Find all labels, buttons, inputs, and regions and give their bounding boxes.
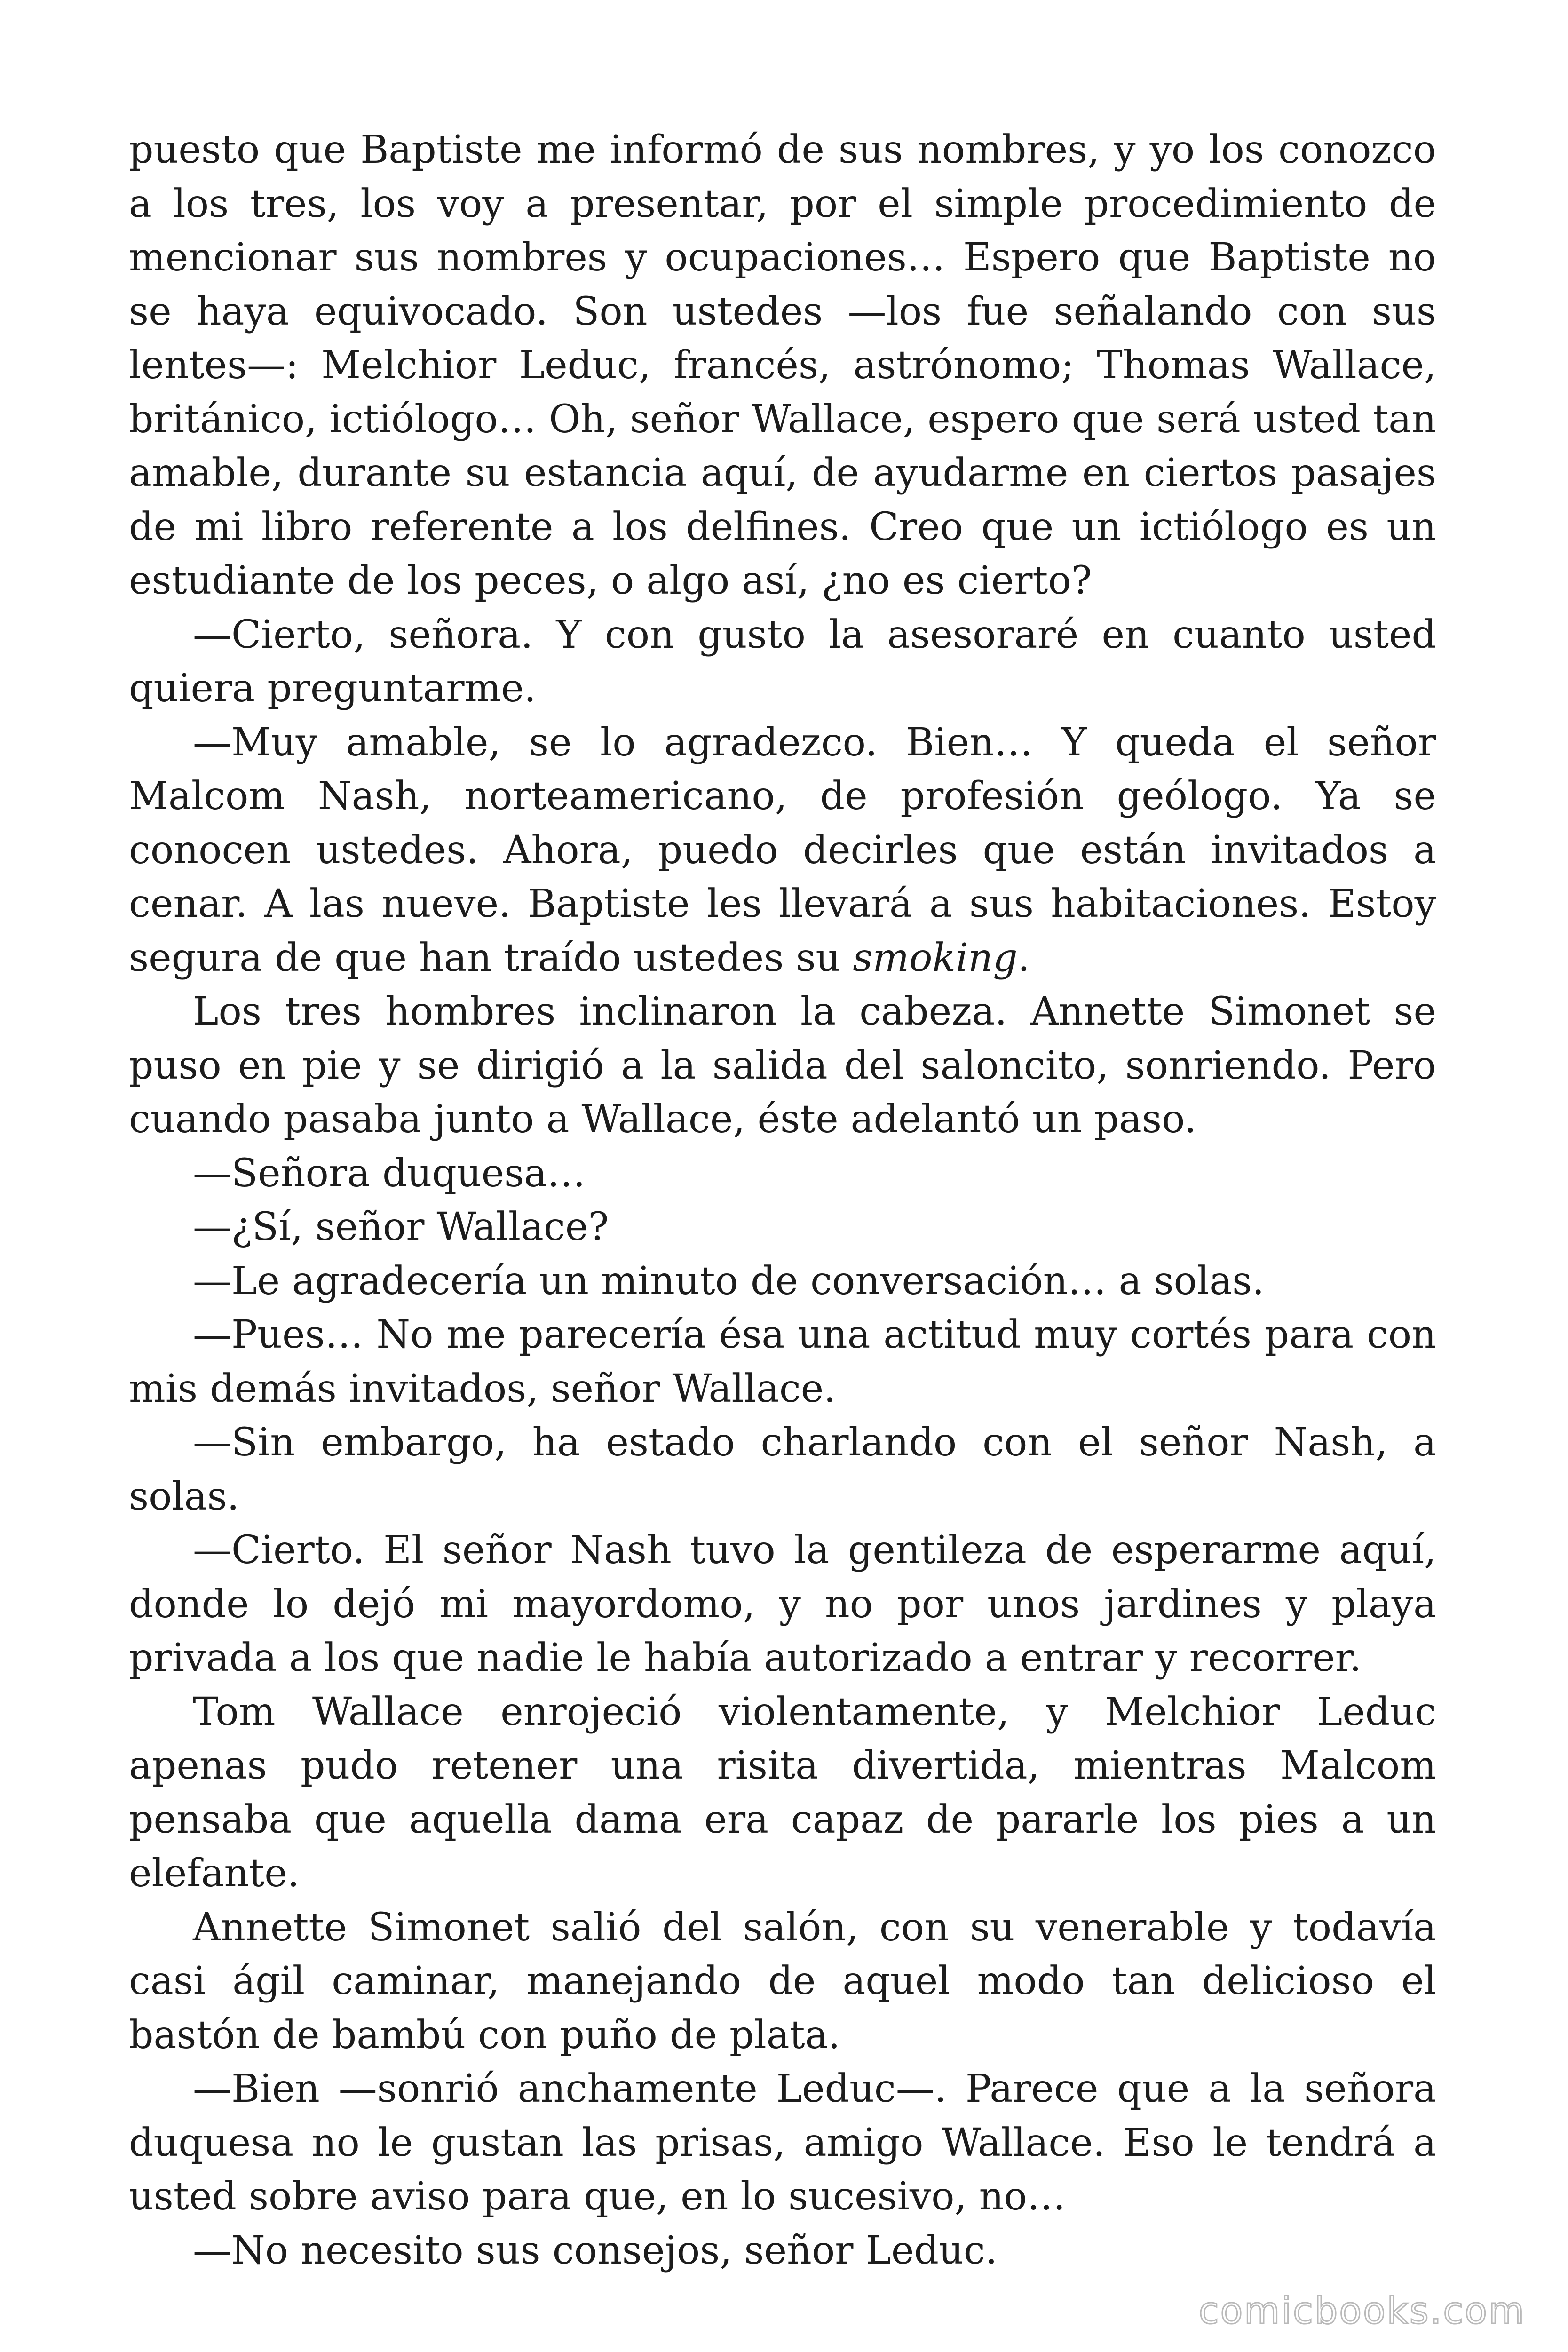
paragraph-8: —Pues… No me parecería ésa una actitud muy cortés para con mis demás invitados, señor Wallace.: [129, 1312, 1436, 1411]
paragraph-10: —Cierto. El señor Nash tuvo la gentileza de esperarme aquí, donde lo dejó mi mayordomo, y no por unos jardines y playa privada a los que nadie le había autorizado a entrar y recorrer.: [129, 1528, 1436, 1680]
paragraph-9: —Sin embargo, ha estado charlando con el señor Nash, a solas.: [129, 1420, 1436, 1519]
paragraph-6: —¿Sí, señor Wallace?: [193, 1205, 609, 1249]
watermark-text: comicbooks.com: [1198, 2290, 1526, 2332]
paragraph-5: —Señora duquesa…: [193, 1151, 586, 1196]
paragraph-4: Los tres hombres inclinaron la cabeza. Annette Simonet se puso en pie y se dirigió a la salida del saloncito, sonriendo. Pero cuando pasaba junto a Wallace, éste adelantó un paso.: [129, 989, 1436, 1142]
paragraph-1: puesto que Baptiste me informó de sus nombres, y yo los conozco a los tres, los voy a presentar, por el simple procedimiento de mencionar sus nombres y ocupaciones… Espero que Baptiste no se haya equivocado. Son ustedes —los fue señalando con sus lentes—: Melchior Leduc, francés, astrónomo; Thomas Wallace, británico, ictiólogo… Oh, señor Wallace, espero que será usted tan amable, durante su estancia aquí, de ayudarme en ciertos pasajes de mi libro referente a los delfines. Creo que un ictiólogo es un estudiante de los peces, o algo así, ¿no es cierto?: [129, 127, 1436, 603]
paragraph-13: —Bien —sonrió anchamente Leduc—. Parece que a la señora duquesa no le gustan las prisas, amigo Wallace. Eso le tendrá a usted sobre aviso para que, en lo sucesivo, no…: [129, 2066, 1436, 2219]
paragraph-7: —Le agradecería un minuto de conversación… a solas.: [193, 1258, 1265, 1303]
paragraph-14: —No necesito sus consejos, señor Leduc.: [193, 2228, 998, 2273]
italic-word: smoking: [853, 935, 1018, 980]
page-text: [129, 123, 1436, 2278]
paragraph-3: —Muy amable, se lo agradezco. Bien… Y queda el señor Malcom Nash, norteamericano, de profesión geólogo. Ya se conocen ustedes. Ahora, puedo decirles que están invitados a cenar. A las nueve. Baptiste les llevará a sus habitaciones. Estoy segura de que han traído ustedes su smoking.: [129, 720, 1436, 980]
paragraph-2: —Cierto, señora. Y con gusto la asesoraré en cuanto usted quiera preguntarme.: [129, 612, 1436, 711]
paragraph-12: Annette Simonet salió del salón, con su venerable y todavía casi ágil caminar, manejando de aquel modo tan delicioso el bastón de bambú con puño de plata.: [129, 1905, 1436, 2058]
paragraph-11: Tom Wallace enrojeció violentamente, y Melchior Leduc apenas pudo retener una risita divertida, mientras Malcom pensaba que aquella dama era capaz de pararle los pies a un elefante.: [129, 1689, 1436, 1896]
